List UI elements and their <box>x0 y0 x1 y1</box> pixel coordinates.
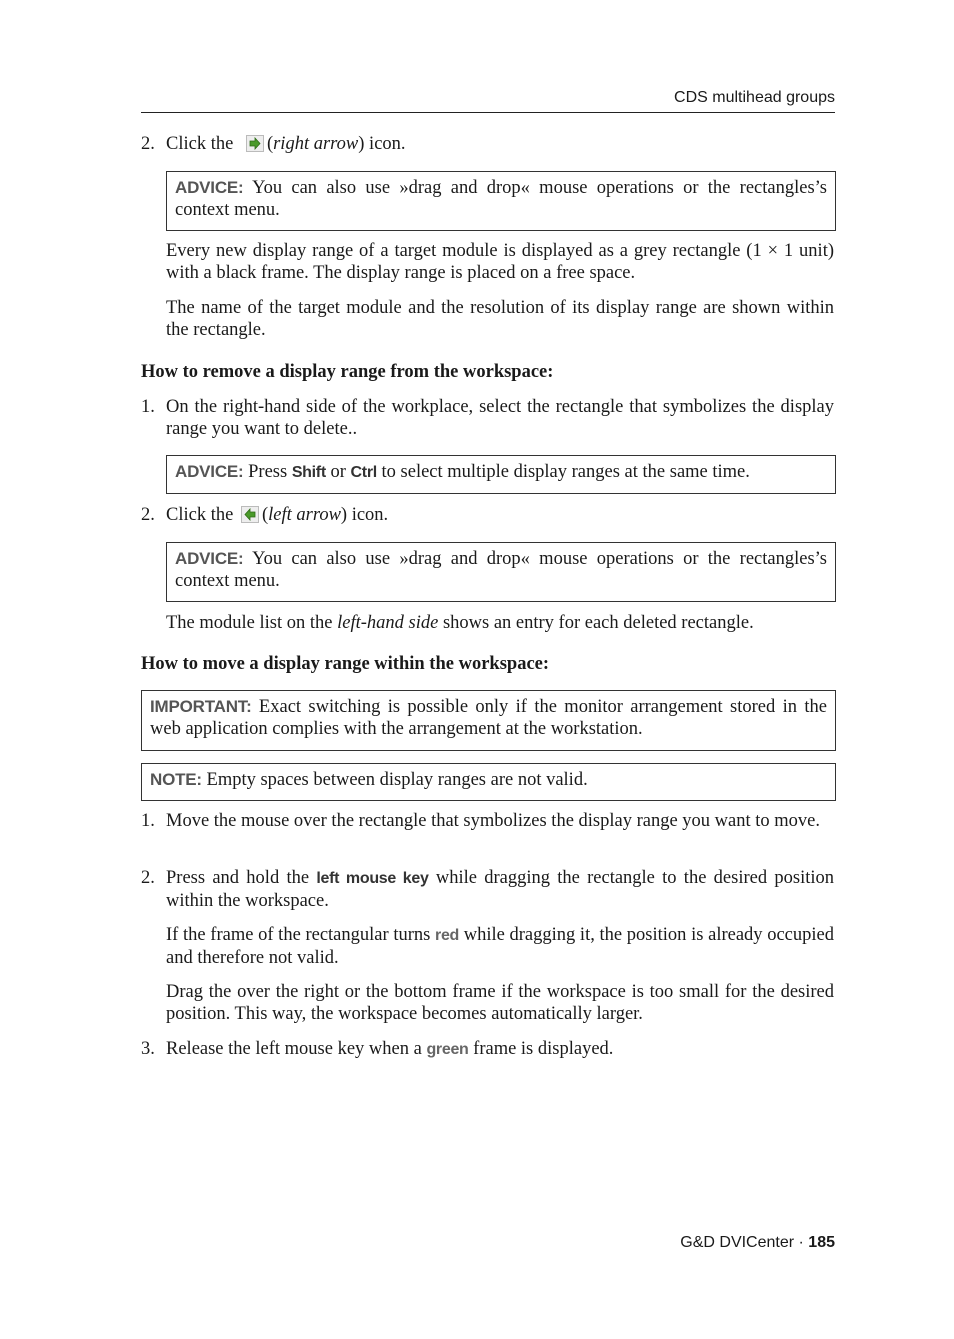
key-name: Shift <box>291 464 326 481</box>
page-number: 185 <box>808 1234 835 1251</box>
step-number: 2. <box>141 134 155 154</box>
step-text: Press and hold the left mouse key while dragging the rectangle to the desired position within the workspace. <box>166 868 834 911</box>
step-number: 2. <box>141 505 155 525</box>
key-name: left mouse key <box>316 870 429 887</box>
advice-label: ADVICE: <box>175 462 244 481</box>
important-text: Exact switching is possible only if the monitor arrangement stored in the web application complies with the arrangement at the workstation. <box>150 697 827 739</box>
advice-label: ADVICE: <box>175 178 244 197</box>
important-label: IMPORTANT: <box>150 697 252 716</box>
advice-label: ADVICE: <box>175 549 244 568</box>
color-keyword: red <box>435 927 460 944</box>
paragraph: Drag the over the right or the bottom frame if the workspace is too small for the desired position. This way, the workspace becomes automatically larger. <box>166 982 834 1024</box>
important-box <box>141 690 836 751</box>
advice-box <box>166 171 836 231</box>
page-header <box>141 88 835 113</box>
step-number: 2. <box>141 868 155 888</box>
step-text: Click the (right arrow) icon. <box>166 134 406 154</box>
header-title: CDS multihead groups <box>674 89 835 106</box>
step-text: Click the (left arrow) icon. <box>166 505 389 525</box>
color-keyword: green <box>426 1041 469 1058</box>
advice-text: You can also use »drag and drop« mouse operations or the rectangles’s context menu. <box>175 178 827 220</box>
paragraph: The module list on the left-hand side shows an entry for each deleted rectangle. <box>166 613 754 633</box>
note-label: NOTE: <box>150 770 202 789</box>
paragraph: The name of the target module and the resolution of its display range are shown within the rectangle. <box>166 298 834 340</box>
advice-box <box>166 542 836 602</box>
step-text: Release the left mouse key when a green frame is displayed. <box>166 1039 614 1059</box>
paragraph: If the frame of the rectangular turns red while dragging it, the position is already occupied and therefore not valid. <box>166 925 834 968</box>
footer-product: G&D DVICenter · <box>680 1234 809 1251</box>
step-number: 1. <box>141 397 155 417</box>
left-arrow-icon <box>241 506 259 523</box>
advice-text: You can also use »drag and drop« mouse operations or the rectangles’s context menu. <box>175 549 827 591</box>
step-text: On the right-hand side of the workplace, select the rectangle that symbolizes the display range you want to delete.. <box>166 397 834 439</box>
page-footer <box>141 1234 835 1252</box>
note-text: Empty spaces between display ranges are not valid. <box>201 770 588 790</box>
step-number: 3. <box>141 1039 155 1059</box>
note-box <box>141 763 836 801</box>
section-heading: How to move a display range within the workspace: <box>141 654 550 674</box>
right-arrow-icon <box>246 135 264 152</box>
step-text: Move the mouse over the rectangle that symbolizes the display range you want to move. <box>166 811 821 831</box>
paragraph: Every new display range of a target module is displayed as a grey rectangle (1 × 1 unit) with a black frame. The display range is placed on a free space. <box>166 241 834 283</box>
section-heading: How to remove a display range from the workspace: <box>141 362 554 382</box>
advice-box: ADVICE: Press Shift or Ctrl to select multiple display ranges at the same time. <box>166 455 836 494</box>
step-number: 1. <box>141 811 155 831</box>
key-name: Ctrl <box>350 464 377 481</box>
